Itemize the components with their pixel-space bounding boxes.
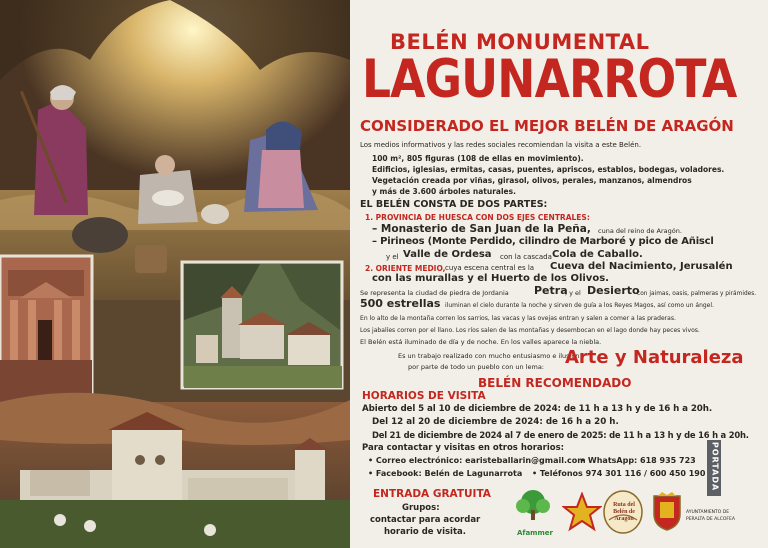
entrance-heading: ENTRADA GRATUITA (373, 488, 491, 500)
desc1-d: Desierto (587, 284, 640, 297)
part1-label: 1. PROVINCIA DE HUESCA CON DOS EJES CENTRALES: (365, 213, 590, 222)
intro-line-5: y más de 3.600 árboles naturales. (372, 187, 516, 196)
star-logo (562, 492, 602, 532)
intro-line-4: Vegetación creada por viñas, girasol, olivos, perales, manzanos, almendros (372, 176, 692, 185)
contact-heading: Para contactar y visitas en otros horarios: (362, 443, 565, 453)
main-title: LAGUNARROTA (362, 49, 737, 110)
desc2-b: iluminan el cielo durante la noche y sirven de guía a los Reyes Magos, así como un ángel. (445, 301, 714, 309)
desc1-b: Petra (534, 284, 568, 297)
entrance-line-1: Grupos: (402, 503, 440, 513)
subtitle: BELÉN MONUMENTAL (390, 30, 650, 54)
contact-phones: • Teléfonos 974 301 116 / 600 450 190 (532, 469, 706, 478)
desc2-a: 500 estrellas (360, 297, 441, 310)
parts-heading: EL BELÉN CONSTA DE DOS PARTES: (360, 199, 548, 210)
entrance-line-3: horario de visita. (384, 527, 466, 537)
ruta-belen-label: Ruta del Belén de Aragón (613, 502, 635, 522)
motto-slogan: Arte y Naturaleza (565, 347, 744, 368)
monastery-photo (0, 393, 350, 548)
motto-line-2: por parte de todo un pueblo con un lema: (408, 363, 544, 371)
afammer-label: Afammer (517, 529, 553, 537)
contact-facebook: • Facebook: Belén de Lagunarrota (368, 469, 523, 478)
schedule-row-2: Del 12 al 20 de diciembre de 2024: de 16 h a 20 h. (372, 417, 619, 427)
bullet2-a: – Pirineos (Monte Perdido, cilindro de Marboré y pico de Añiscl (372, 236, 714, 247)
ayto-line-1: AYUNTAMIENTO DE (686, 510, 730, 515)
intro-line-3: Edificios, iglesias, ermitas, casas, puentes, apriscos, establos, bodegas, voladores. (372, 165, 725, 174)
desc3: En lo alto de la montaña corren los sarrios, las vacas y las ovejas entran y salen a comer a las praderas. (360, 314, 676, 322)
motto-line-1: Es un trabajo realizado con mucho entusiasmo e ilusión (398, 352, 580, 360)
schedule-row-3: Del 21 de diciembre de 2024 al 7 de enero de 2025: de 11 h a 13 h y de 16 h a 20h. (372, 430, 749, 440)
bullet2-d: con la cascada (500, 253, 552, 261)
ayto-line-2: PERALTA DE ALCOFEA (686, 517, 735, 522)
nativity-photos (0, 0, 350, 548)
town-crest-icon (650, 492, 684, 532)
schedule-heading: HORARIOS DE VISITA (362, 390, 486, 402)
photo-collage (0, 0, 350, 548)
petra-photo (0, 256, 92, 402)
afammer-logo (509, 486, 557, 532)
entrance-line-2: contactar para acordar (370, 515, 481, 525)
desc1-e: con jaimas, oasis, palmeras y pirámides. (637, 289, 757, 297)
intro-line-2: 100 m², 805 figuras (108 de ellas en movimiento). (372, 154, 584, 163)
desc4: Los jabalíes corren por el llano. Los ríos salen de las montañas y desembocan en el lago donde hay peces vivos. (360, 326, 700, 334)
village-photo (182, 262, 342, 388)
bullet2-c: Valle de Ordesa (403, 249, 492, 260)
tagline: CONSIDERADO EL MEJOR BELÉN DE ARAGÓN (360, 117, 734, 135)
desc1-c: , y el (565, 289, 581, 297)
bullet2-e: Cola de Caballo. (552, 249, 643, 260)
part2-rest: cuya escena central es la (445, 264, 535, 272)
recommended-heading: BELÉN RECOMENDADO (478, 376, 632, 390)
intro-line-1: Los medios informativos y las redes sociales recomiendan la visita a este Belén. (360, 141, 642, 149)
bullet2-b: y el (386, 253, 399, 261)
part2-bold: Cueva del Nacimiento, Jerusalén (550, 261, 733, 272)
portada-badge: PORTADA (707, 440, 721, 496)
schedule-row-1: Abierto del 5 al 10 de diciembre de 2024: de 11 h a 13 h y de 16 h a 20h. (362, 404, 713, 414)
part2-label: 2. ORIENTE MEDIO, (365, 264, 446, 273)
bullet1-main: – Monasterio de San Juan de la Peña, (372, 223, 591, 235)
desc5: El Belén está iluminado de día y de noche. En los valles aparece la niebla. (360, 338, 602, 346)
desc1-a: Se representa la ciudad de piedra de Jordania (360, 289, 509, 297)
part2-line2: con las murallas y el Huerto de los Olivos. (372, 273, 609, 284)
contact-email: • Correo electrónico: earisteballarin@gmail.com (368, 456, 586, 465)
contact-whatsapp: • WhatsApp: 618 935 723 (580, 456, 696, 465)
bullet1-rest: cuna del reino de Aragón. (598, 227, 682, 235)
